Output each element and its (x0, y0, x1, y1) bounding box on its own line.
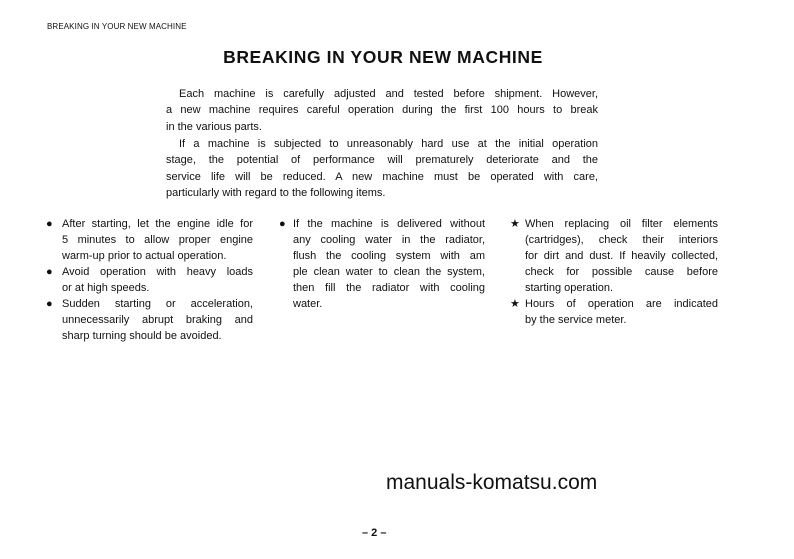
bullet-icon: ● (46, 266, 53, 278)
text-line: 5 minutes to allow proper engine (62, 234, 253, 246)
watermark-link[interactable]: manuals-komatsu.com (386, 471, 598, 494)
text-line: If a machine is subjected to unreasonably hard use at the initial operation (179, 137, 598, 150)
text-line: Hours of operation are indicated (525, 298, 718, 310)
text-line: Each machine is carefully adjusted and tested before shipment. However, (179, 88, 598, 100)
text-line: particularly with regard to the following items. (166, 186, 386, 199)
bullet-icon: ● (279, 218, 286, 230)
bullet-icon: ● (46, 218, 53, 230)
text-line: If the machine is delivered without (293, 218, 485, 230)
text-line: When replacing oil filter elements (525, 218, 718, 230)
text-line: service life will be reduced. A new machine must be operated with care, (166, 170, 598, 183)
text-line: ple clean water to clean the system, (293, 266, 485, 278)
text-line: check for possible cause before (525, 266, 718, 278)
text-line: by the service meter. (525, 314, 627, 326)
page-number: – 2 – (362, 527, 387, 539)
text-line: a new machine requires careful operation during the first 100 hours to break (166, 104, 598, 117)
running-header: BREAKING IN YOUR NEW MACHINE (47, 22, 187, 31)
text-line: Avoid operation with heavy loads (62, 266, 253, 278)
text-line: sharp turning should be avoided. (62, 330, 222, 342)
text-line: for dirt and dust. If heavily collected, (525, 250, 718, 262)
star-bullet-icon: ★ (510, 298, 520, 310)
text-line: warm-up prior to actual operation. (62, 250, 227, 262)
text-line: or at high speeds. (62, 282, 150, 294)
text-line: stage, the potential of performance will prematurely deteriorate and the (166, 154, 598, 167)
text-line: Sudden starting or acceleration, (62, 298, 253, 310)
text-line: water. (293, 298, 323, 310)
star-bullet-icon: ★ (510, 218, 520, 230)
text-line: in the various parts. (166, 120, 262, 133)
text-line: (cartridges), check their interiors (525, 234, 718, 246)
page-title: BREAKING IN YOUR NEW MACHINE (223, 47, 543, 67)
text-line: any cooling water in the radiator, (293, 234, 485, 246)
text-line: unnecessarily abrupt braking and (62, 314, 253, 326)
text-line: flush the cooling system with am (293, 250, 485, 262)
text-line: After starting, let the engine idle for (62, 218, 253, 230)
text-line: then fill the radiator with cooling (293, 282, 485, 294)
text-line: starting operation. (525, 282, 614, 294)
bullet-icon: ● (46, 298, 53, 310)
